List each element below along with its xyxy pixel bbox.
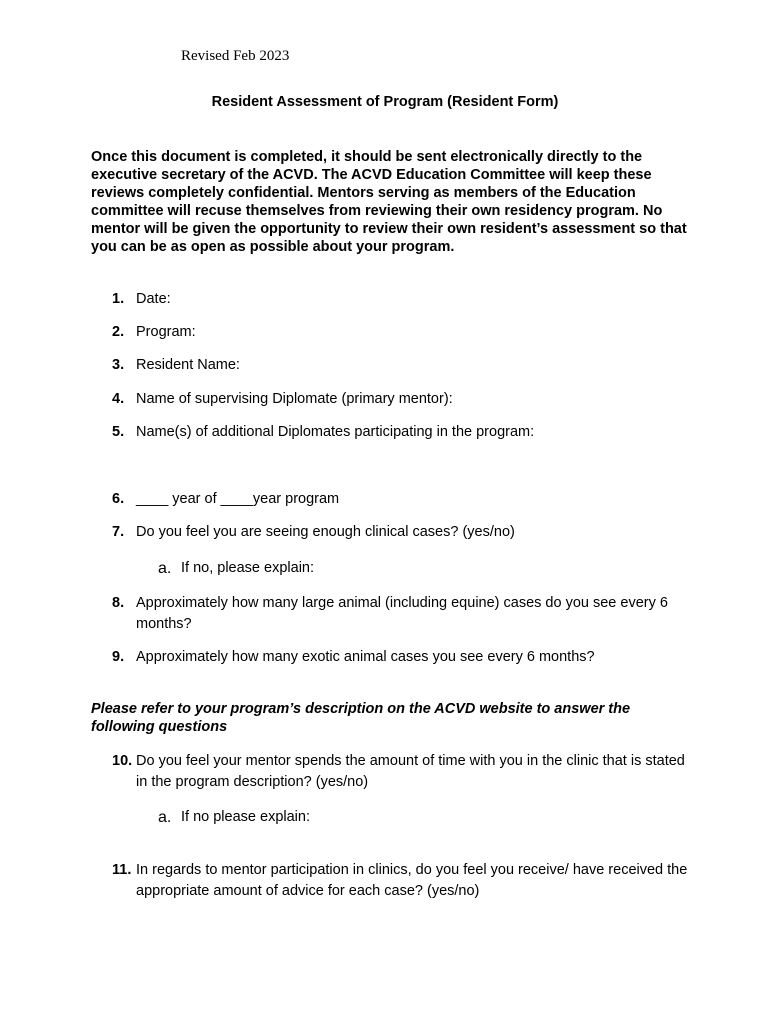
section-note: Please refer to your program’s description on the ACVD website to answer the following questions	[91, 701, 631, 735]
question-text: ____ year of ____year program	[136, 491, 340, 507]
question-number: 7.	[112, 524, 125, 540]
subitem-text: If no please explain:	[181, 809, 310, 825]
question-text: Approximately how many exotic animal cases you see every 6 months?	[136, 649, 595, 665]
question-number: 9.	[112, 649, 125, 665]
question-text: Do you feel your mentor spends the amount of time with you in the clinic that is stated in the program description? (yes/no)	[136, 753, 685, 790]
question-11	[112, 860, 692, 902]
question-6	[112, 489, 692, 510]
subitem-letter: a.	[158, 809, 172, 826]
question-number: 5.	[112, 424, 125, 440]
question-10a	[158, 807, 678, 828]
question-number: 11.	[112, 862, 132, 878]
question-text: Do you feel you are seeing enough clinical cases? (yes/no)	[136, 524, 515, 540]
question-7	[112, 522, 692, 543]
intro-paragraph: Once this document is completed, it should be sent electronically directly to the executive secretary of the ACVD. The ACVD Education Committee will keep these reviews completely confidential. Mentors serving as members of the Education committee will recuse themselves from reviewing their own residency program. No mentor will be given the opportunity to review their own resident’s assessment so that you can be as open as possible about your program.	[91, 149, 687, 255]
question-number: 2.	[112, 324, 125, 340]
question-text: Name of supervising Diplomate (primary mentor):	[136, 391, 453, 407]
question-10	[112, 751, 692, 793]
question-7a	[158, 558, 678, 579]
question-2	[112, 322, 692, 343]
question-text: Approximately how many large animal (including equine) cases do you see every 6 months?	[136, 595, 668, 632]
question-8	[112, 593, 692, 635]
subitem-text: If no, please explain:	[181, 560, 315, 576]
question-text: Resident Name:	[136, 357, 240, 373]
question-text: Name(s) of additional Diplomates participating in the program:	[136, 424, 535, 440]
question-text: In regards to mentor participation in clinics, do you feel you receive/ have received the appropriate amount of advice for each case? (yes/no)	[136, 862, 688, 899]
subitem-letter: a.	[158, 560, 172, 577]
question-3	[112, 355, 692, 376]
question-number: 4.	[112, 391, 125, 407]
question-number: 10.	[112, 753, 133, 769]
revision-date: Revised Feb 2023	[181, 48, 290, 64]
question-number: 8.	[112, 595, 125, 611]
question-number: 3.	[112, 357, 125, 373]
question-4	[112, 389, 692, 410]
question-text: Date:	[136, 291, 171, 307]
question-number: 6.	[112, 491, 125, 507]
question-number: 1.	[112, 291, 125, 307]
page-title: Resident Assessment of Program (Resident Form)	[211, 94, 559, 110]
question-text: Program:	[136, 324, 196, 340]
question-9	[112, 647, 692, 668]
question-5	[112, 422, 692, 443]
question-1	[112, 289, 692, 310]
